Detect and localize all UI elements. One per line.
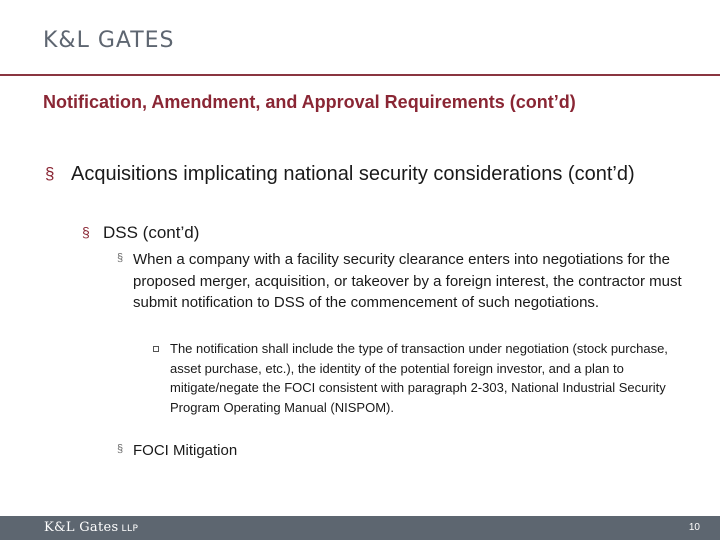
footer-bar [0, 516, 720, 540]
bullet-level3-notification: § [117, 252, 124, 264]
bullet-text-level2: DSS (cont’d) [103, 223, 200, 242]
bullet-text-level3-foci: FOCI Mitigation [133, 442, 238, 459]
bullet-text-level4-notification-details: The notification shall include the type of transaction under negotiation (stock purchase, asset purchase, etc.), the identity of the potential foreign investor, and a plan to mitigate/negate the FOCI consistent with paragraph 2-303, National Industrial Security Program Operating Manual (NISPOM). [170, 341, 668, 415]
header-logo: K&L GATES [43, 28, 175, 53]
bullet-text-level1: Acquisitions implicating national security considerations (cont’d) [71, 163, 635, 185]
footer-logo-name: K&L Gates [44, 520, 119, 535]
footer-logo-llp: LLP [121, 524, 139, 534]
bullet-text-level3-notification: When a company with a facility security clearance enters into negotiations for the proposed merger, acquisition, or takeover by a foreign interest, the contractor must submit notification to DSS of the commencement of such negotiations. [133, 251, 682, 311]
bullet-level1: § [45, 164, 55, 183]
page-number: 10 [688, 522, 700, 533]
footer-logo [44, 520, 138, 535]
bullet-level3-foci: § [117, 443, 124, 455]
slide-title: Notification, Amendment, and Approval Requirements (cont’d) [43, 92, 576, 112]
square-bullet-icon [153, 346, 159, 352]
header-divider [0, 74, 720, 76]
bullet-level2: § [82, 224, 90, 240]
